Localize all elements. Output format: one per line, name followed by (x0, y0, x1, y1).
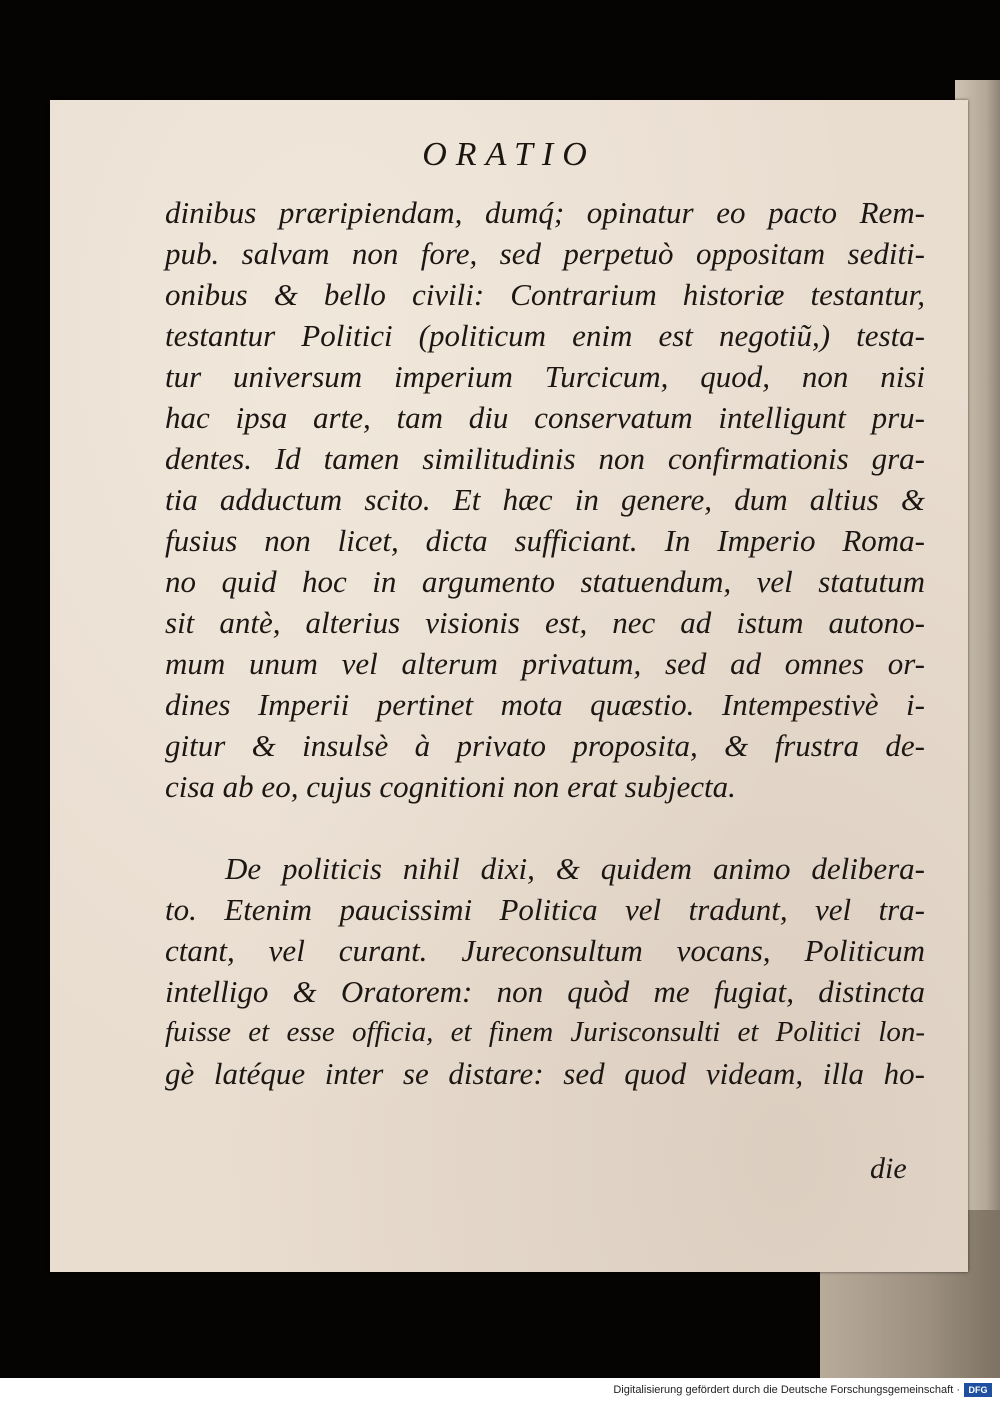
text-line: ctant, vel curant. Jureconsultum vocans, Politicum (165, 933, 925, 968)
text-line: dentes. Id tamen similitudinis non confirmationis gra- (165, 441, 925, 476)
text-line: mum unum vel alterum privatum, sed ad omnes or- (165, 646, 925, 681)
text-line: no quid hoc in argumento statuendum, vel statutum (165, 564, 925, 599)
text-line: tur universum imperium Turcicum, quod, non nisi (165, 359, 925, 394)
footer-bar (0, 1378, 1000, 1404)
text-line: gitur & insulsè à privato proposita, & frustra de- (165, 728, 925, 763)
text-line: to. Etenim paucissimi Politica vel tradunt, vel tra- (165, 892, 925, 927)
funding-credit: Digitalisierung gefördert durch die Deutsche Forschungsgemeinschaft · (613, 1384, 960, 1396)
text-line: fuisse et esse officia, et finem Jurisconsulti et Politici lon- (165, 1016, 925, 1048)
text-line: De politicis nihil dixi, & quidem animo delibera- (225, 851, 925, 886)
text-line: testantur Politici (politicum enim est negotiũ,) testa- (165, 318, 925, 353)
running-head: ORATIO (422, 136, 596, 173)
text-line: sit antè, alterius visionis est, nec ad istum autono- (165, 605, 925, 640)
text-line: dinibus præripiendam, dumq́; opinatur eo pacto Rem- (165, 195, 925, 230)
text-block (165, 192, 925, 1094)
paragraph-gap (165, 807, 925, 848)
text-line: intelligo & Oratorem: non quòd me fugiat, distincta (165, 974, 925, 1009)
text-line: tia adductum scito. Et hæc in genere, dum altius & (165, 482, 925, 517)
text-line: onibus & bello civili: Contrarium historiæ testantur, (165, 277, 925, 312)
text-line: pub. salvam non fore, sed perpetuò oppositam sediti- (165, 236, 925, 271)
dfg-logo: DFG (964, 1383, 992, 1397)
book-page (50, 100, 968, 1272)
text-line: cisa ab eo, cujus cognitioni non erat subjecta. (165, 769, 736, 804)
text-line: fusius non licet, dicta sufficiant. In Imperio Roma- (165, 523, 925, 558)
text-line: gè latéque inter se distare: sed quod videam, illa ho- (165, 1056, 925, 1091)
catchword: die (870, 1152, 907, 1185)
text-line: dines Imperii pertinet mota quæstio. Intempestivè i- (165, 687, 925, 722)
text-line: hac ipsa arte, tam diu conservatum intelligunt pru- (165, 400, 925, 435)
